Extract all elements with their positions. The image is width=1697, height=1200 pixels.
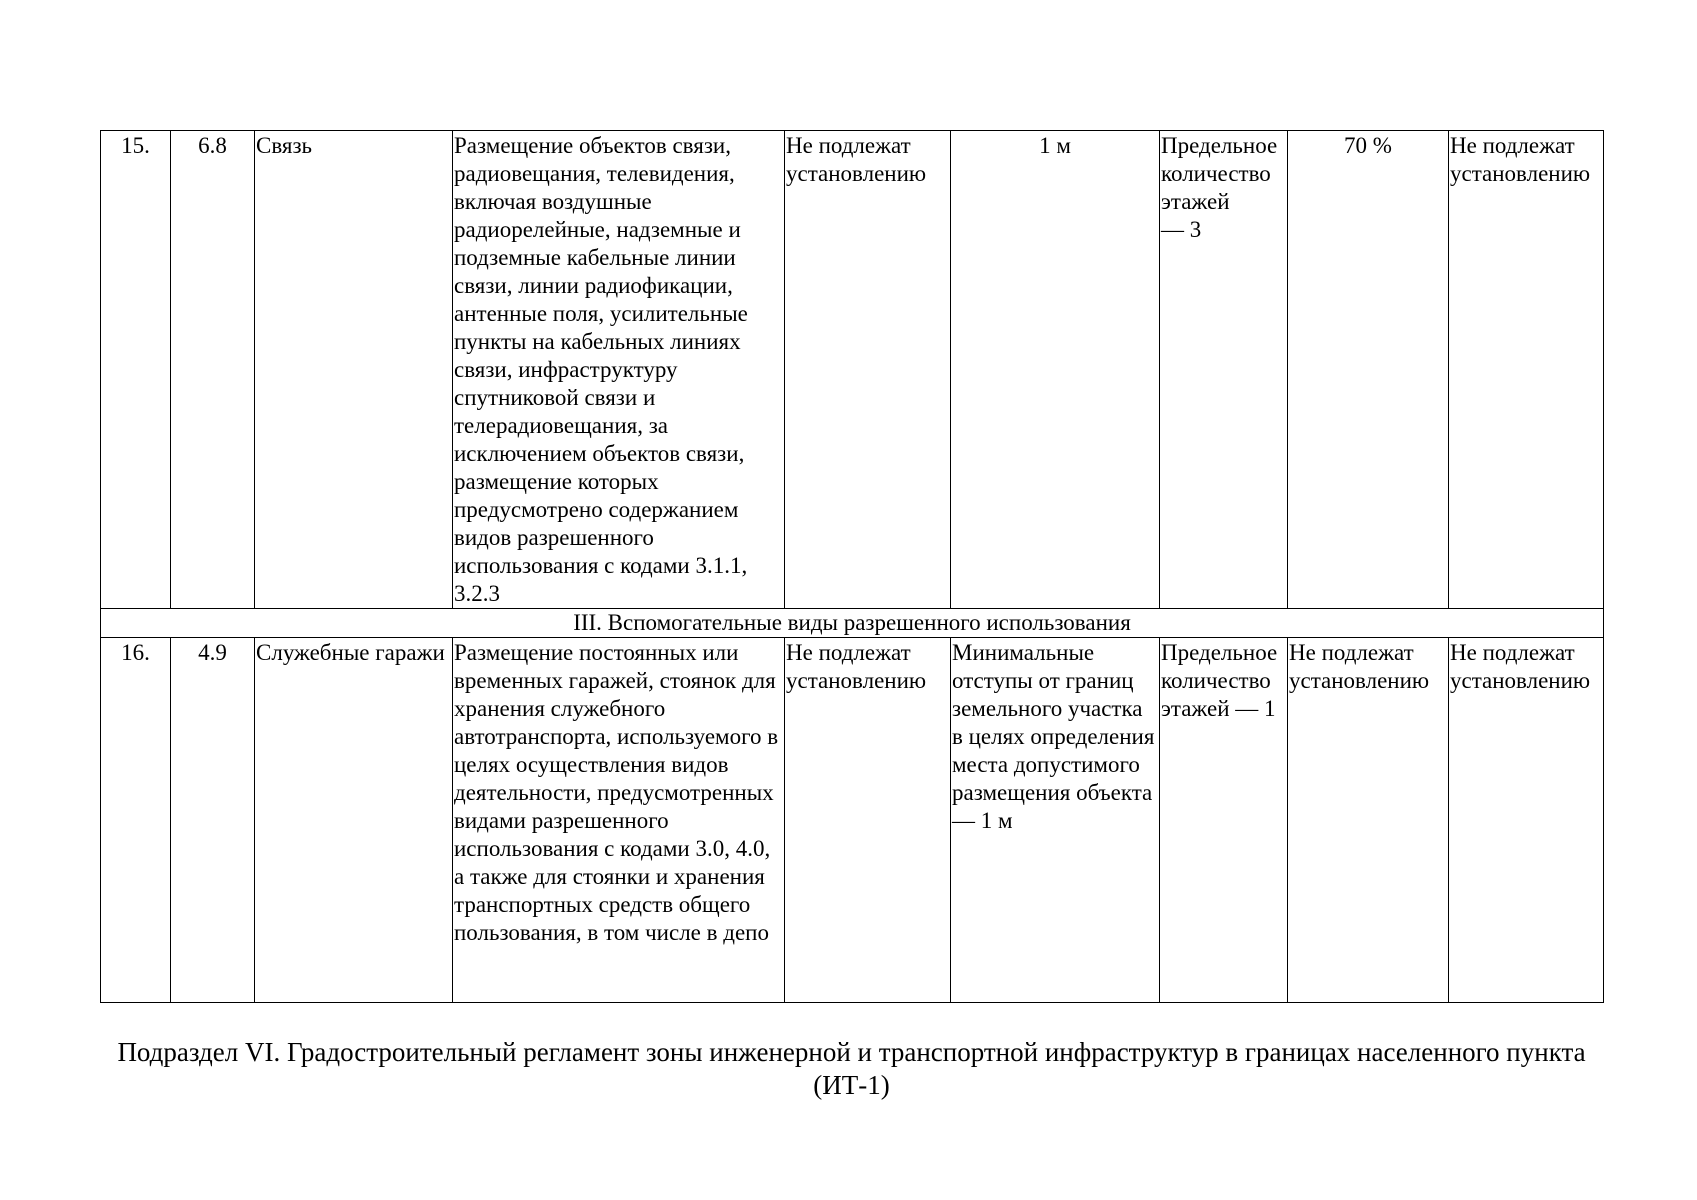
use-description: Размещение объектов связи, радиовещания, телевидения, включая воздушные радиорелейные, надземные и подземные кабельные линии связи, линии радиофикации, антенные поля, усилительные пункты на кабельных линиях связи, инфраструктуру спутниковой связи и телерадиовещания, за исключением объектов связи, размещение которых предусмотрено содержанием видов разрешенного использования с кодами 3.1.1, 3.2.3 — [453, 131, 785, 609]
floors-limit: Предельное количество этажей — 3 — [1160, 131, 1288, 609]
row-number: 16. — [101, 638, 171, 1003]
coverage-limit: 70 % — [1288, 131, 1449, 609]
other-limit: Не подлежат установлению — [1449, 638, 1604, 1003]
other-limit: Не подлежат установлению — [1449, 131, 1604, 609]
use-name: Связь — [255, 131, 453, 609]
coverage-limit: Не подлежат установлению — [1288, 638, 1449, 1003]
row-number: 15. — [101, 131, 171, 609]
setback-limit: 1 м — [951, 131, 1160, 609]
regulation-table — [100, 130, 1604, 1003]
section-heading-row — [101, 609, 1604, 638]
table-row — [101, 638, 1604, 1003]
subsection-title: Подраздел VI. Градостроительный регламент зоны инженерной и транспортной инфраструктур в границах населенного пункта (ИТ-1) — [117, 1037, 1586, 1100]
plot-area-limit: Не подлежат установлению — [785, 638, 951, 1003]
use-name: Служебные гаражи — [255, 638, 453, 1003]
use-code: 6.8 — [171, 131, 255, 609]
table-row — [101, 131, 1604, 609]
plot-area-limit: Не подлежат установлению — [785, 131, 951, 609]
setback-limit: Минимальные отступы от границ земельного участка в целях определения места допустимого размещения объекта — 1 м — [951, 638, 1160, 1003]
section-heading: III. Вспомогательные виды разрешенного использования — [101, 609, 1604, 638]
floors-limit: Предельное количество этажей — 1 — [1160, 638, 1288, 1003]
use-code: 4.9 — [171, 638, 255, 1003]
use-description: Размещение постоянных или временных гаражей, стоянок для хранения служебного автотранспорта, используемого в целях осуществления видов деятельности, предусмотренных видами разрешенного использования с кодами 3.0, 4.0, а также для стоянки и хранения транспортных средств общего пользования, в том числе в депо — [453, 638, 785, 1003]
